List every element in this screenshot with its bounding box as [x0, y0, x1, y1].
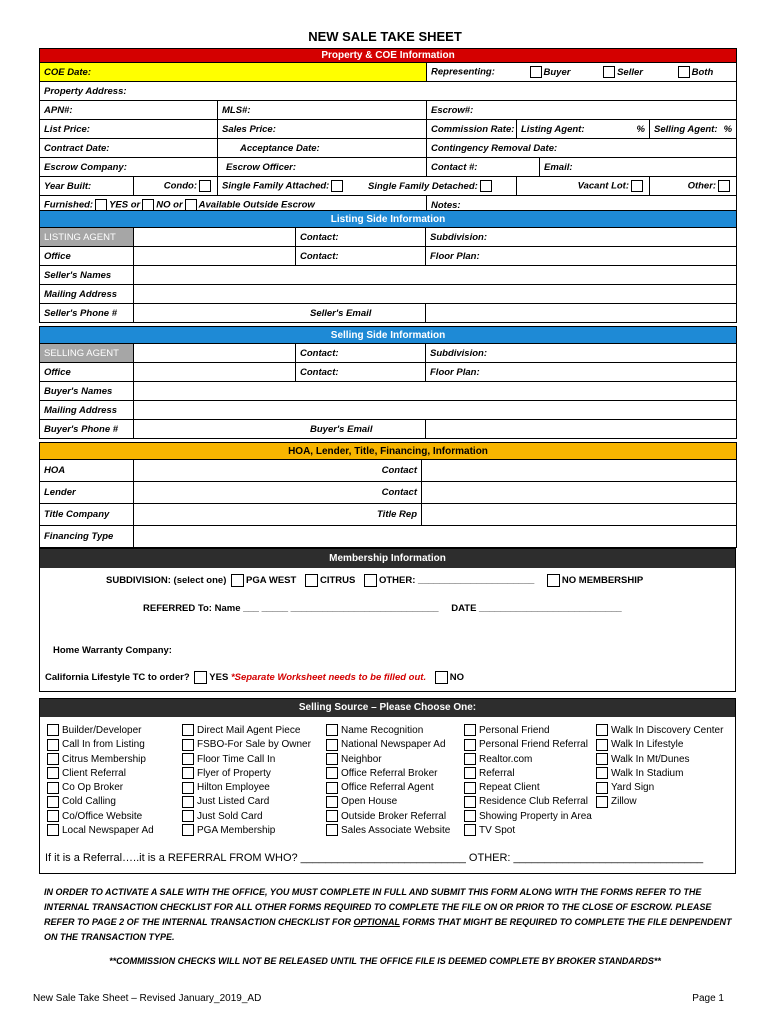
source-label: Local Newspaper Ad: [62, 825, 154, 837]
source-option[interactable]: [596, 795, 723, 809]
buyer-mailing-field[interactable]: [134, 401, 737, 420]
selling-pct-sign: %: [723, 123, 733, 135]
source-option[interactable]: [47, 767, 154, 781]
checkbox[interactable]: [47, 753, 59, 765]
contract-date-field[interactable]: Contract Date:: [40, 139, 218, 158]
apn-field[interactable]: APN#:: [40, 101, 218, 120]
source-label: Office Referral Agent: [341, 782, 434, 794]
mls-field[interactable]: MLS#:: [218, 101, 427, 120]
both-label: Both: [691, 66, 714, 78]
source-option[interactable]: [182, 753, 311, 767]
source-label: Just Sold Card: [197, 810, 263, 822]
source-label: FSBO-For Sale by Owner: [197, 739, 311, 751]
representing-label: Representing:: [431, 66, 495, 78]
selling-agent-commission-label: Selling Agent:: [654, 123, 718, 135]
source-option[interactable]: [47, 810, 154, 824]
pga-west-checkbox[interactable]: [231, 574, 244, 587]
source-label: Client Referral: [62, 767, 126, 779]
coe-date-label[interactable]: COE Date:: [40, 63, 427, 82]
checkbox[interactable]: [182, 739, 194, 751]
source-option[interactable]: [326, 795, 450, 809]
source-label: Name Recognition: [341, 725, 424, 736]
financing-type-label: Financing Type: [40, 526, 134, 548]
buyer-label: Buyer: [543, 66, 571, 78]
notice-part-2: FORMS THAT MIGHT BE REQUIRED TO COMPLETE THE FILE DENPENDENT ON THE TRANSACTION TYPE.: [44, 917, 732, 942]
available-outside-escrow-label: Available Outside Escrow: [198, 199, 315, 211]
checkbox[interactable]: [464, 782, 476, 794]
referral-from-field[interactable]: If it is a Referral…..it is a REFERRAL FROM WHO? ___________________________ OTHER: _______________________________: [45, 852, 704, 864]
checkbox[interactable]: [182, 796, 194, 808]
source-label: Open House: [341, 796, 398, 808]
checkbox[interactable]: [464, 824, 476, 836]
referred-row: [143, 603, 622, 614]
footer-page-number: Page 1: [692, 993, 724, 1004]
selling-subdivision-field[interactable]: Subdivision:: [426, 344, 737, 363]
source-col-5: [596, 724, 723, 810]
source-label: Showing Property in Area: [479, 810, 592, 822]
source-label: Co/Office Website: [62, 810, 143, 822]
checkbox[interactable]: [47, 739, 59, 751]
no-membership-label: NO MEMBERSHIP: [561, 575, 644, 587]
source-label: Walk In Discovery Center: [611, 725, 724, 736]
hoa-contact-field[interactable]: [422, 460, 737, 482]
source-option[interactable]: [326, 824, 450, 838]
source-option[interactable]: [326, 781, 450, 795]
condo-cell: [134, 177, 218, 196]
source-option[interactable]: [464, 753, 592, 767]
source-option[interactable]: [182, 767, 311, 781]
sellers-names-field[interactable]: [134, 266, 737, 285]
property-address-field[interactable]: Property Address:: [40, 82, 737, 101]
source-option[interactable]: [464, 795, 592, 809]
source-label: TV Spot: [479, 825, 516, 837]
checkbox[interactable]: [464, 796, 476, 808]
checkbox[interactable]: [464, 724, 476, 736]
no-membership-checkbox[interactable]: [547, 574, 560, 587]
sfa-checkbox[interactable]: [331, 180, 343, 192]
selling-office-contact-field[interactable]: Contact:: [296, 363, 426, 382]
hoa-table: [39, 442, 737, 548]
sfd-label: Single Family Detached:: [367, 180, 478, 192]
source-label: Just Listed Card: [197, 796, 270, 808]
selling-agent-label: SELLING AGENT: [40, 344, 134, 363]
title-company-field[interactable]: [134, 504, 422, 526]
source-label: Residence Club Referral: [479, 796, 588, 808]
source-label: Citrus Membership: [62, 753, 146, 765]
notes-field[interactable]: Notes:: [427, 196, 737, 215]
source-option[interactable]: [326, 724, 450, 738]
sales-price-field[interactable]: Sales Price:: [218, 120, 427, 139]
checkbox[interactable]: [596, 753, 608, 765]
source-label: Outside Broker Referral: [341, 810, 447, 822]
checkbox[interactable]: [326, 796, 338, 808]
ca-lifestyle-no-label: NO: [449, 672, 464, 684]
checkbox[interactable]: [182, 810, 194, 822]
buyer-phone-label: Buyer's Phone #: [40, 420, 134, 439]
list-price-field[interactable]: List Price:: [40, 120, 218, 139]
listing-side-header: Listing Side Information: [40, 211, 737, 228]
referred-to-field[interactable]: REFERRED To: Name ___ _____ ____________________________: [143, 603, 439, 614]
membership-header: Membership Information: [40, 549, 735, 568]
subdivision-row: [106, 574, 643, 587]
property-coe-header: Property & COE Information: [40, 49, 737, 63]
hoa-header: HOA, Lender, Title, Financing, Information: [40, 443, 737, 460]
checkbox[interactable]: [47, 724, 59, 736]
checkbox[interactable]: [464, 810, 476, 822]
hoa-field[interactable]: [134, 460, 422, 482]
checkbox[interactable]: [182, 782, 194, 794]
source-col-3: [326, 724, 450, 838]
source-option[interactable]: [47, 724, 154, 738]
escrow-officer-field[interactable]: Escrow Officer:: [218, 158, 427, 177]
vacant-lot-label: Vacant Lot:: [577, 180, 629, 192]
representing-cell: [427, 63, 737, 82]
listing-agent-label: LISTING AGENT: [40, 228, 134, 247]
ca-lifestyle-yes-label: YES: [209, 672, 229, 684]
property-coe-table: [39, 48, 737, 215]
notice-optional: OPTIONAL: [353, 917, 400, 927]
source-option[interactable]: [596, 767, 723, 781]
seller-mailing-field[interactable]: [134, 285, 737, 304]
source-label: Flyer of Property: [197, 767, 271, 779]
source-option[interactable]: [47, 824, 154, 838]
source-option[interactable]: [47, 795, 154, 809]
selling-office-label: Office: [40, 363, 134, 382]
contingency-removal-date-field[interactable]: Contingency Removal Date:: [427, 139, 737, 158]
source-label: Personal Friend Referral: [479, 739, 588, 751]
checkbox[interactable]: [596, 767, 608, 779]
checkbox[interactable]: [596, 739, 608, 751]
checkbox[interactable]: [47, 796, 59, 808]
ca-lifestyle-yes-checkbox[interactable]: [194, 671, 207, 684]
checkbox[interactable]: [464, 739, 476, 751]
listing-office-label: Office: [40, 247, 134, 266]
source-option[interactable]: [596, 753, 723, 767]
source-label: Floor Time Call In: [197, 753, 276, 765]
source-label: Zillow: [611, 796, 637, 808]
selling-contact-field[interactable]: Contact:: [296, 344, 426, 363]
condo-checkbox[interactable]: [199, 180, 211, 192]
source-label: Referral: [479, 767, 515, 779]
source-label: Co Op Broker: [62, 782, 124, 794]
listing-agent-commission-label: Listing Agent:: [521, 123, 585, 135]
ca-lifestyle-no-checkbox[interactable]: [435, 671, 448, 684]
checkbox[interactable]: [47, 810, 59, 822]
checkbox[interactable]: [464, 753, 476, 765]
source-option[interactable]: [596, 781, 723, 795]
source-label: PGA Membership: [197, 825, 276, 837]
title-company-label: Title Company: [40, 504, 134, 526]
source-label: Builder/Developer: [62, 725, 142, 736]
checkbox[interactable]: [326, 767, 338, 779]
other-membership-checkbox[interactable]: [364, 574, 377, 587]
listing-agent-field[interactable]: [134, 228, 296, 247]
listing-subdivision-field[interactable]: Subdivision:: [426, 228, 737, 247]
listing-office-field[interactable]: [134, 247, 296, 266]
buyer-email-label: Buyer's Email: [310, 423, 373, 435]
source-col-2: [182, 724, 311, 838]
seller-phone-field[interactable]: [134, 304, 426, 323]
vacant-lot-checkbox[interactable]: [631, 180, 643, 192]
listing-side-table: [39, 210, 737, 323]
source-option[interactable]: [326, 810, 450, 824]
source-option[interactable]: [182, 810, 311, 824]
source-label: Hilton Employee: [197, 782, 270, 794]
source-label: Neighbor: [341, 753, 382, 765]
source-option[interactable]: [464, 724, 592, 738]
source-option[interactable]: [596, 724, 723, 738]
sellers-names-label: Seller's Names: [40, 266, 134, 285]
selling-floor-plan-field[interactable]: Floor Plan:: [426, 363, 737, 382]
checkbox[interactable]: [326, 739, 338, 751]
selling-source-header: Selling Source – Please Choose One:: [40, 699, 735, 717]
lender-contact-field[interactable]: [422, 482, 737, 504]
seller-label: Seller: [617, 66, 643, 78]
checkbox[interactable]: [326, 782, 338, 794]
checkbox[interactable]: [596, 796, 608, 808]
source-label: Office Referral Broker: [341, 767, 438, 779]
source-option[interactable]: [326, 767, 450, 781]
checkbox[interactable]: [464, 767, 476, 779]
source-label: National Newspaper Ad: [341, 739, 446, 751]
source-col-1: [47, 724, 154, 838]
lender-field[interactable]: [134, 482, 422, 504]
lender-label: Lender: [40, 482, 134, 504]
both-checkbox[interactable]: [678, 66, 690, 78]
source-option[interactable]: [464, 810, 592, 824]
escrow-number-field[interactable]: Escrow#:: [427, 101, 737, 120]
source-option[interactable]: [326, 738, 450, 752]
source-option[interactable]: [182, 824, 311, 838]
condo-label: Condo:: [163, 180, 197, 192]
separate-worksheet-note: *Separate Worksheet needs to be filled out.: [230, 672, 427, 684]
source-option[interactable]: [47, 781, 154, 795]
source-label: Direct Mail Agent Piece: [197, 725, 301, 736]
source-label: Personal Friend: [479, 725, 550, 736]
activation-notice: [44, 885, 734, 945]
source-option[interactable]: [182, 795, 311, 809]
source-option[interactable]: [464, 738, 592, 752]
pga-west-label: PGA WEST: [246, 575, 297, 587]
page-title: NEW SALE TAKE SHEET: [308, 29, 462, 44]
home-warranty-label[interactable]: Home Warranty Company:: [53, 645, 172, 656]
lender-contact-label: Contact: [381, 487, 417, 498]
buyers-names-field[interactable]: [134, 382, 737, 401]
seller-checkbox[interactable]: [603, 66, 615, 78]
source-label: Walk In Stadium: [611, 767, 684, 779]
furnished-no-label: NO or: [156, 199, 183, 211]
source-label: Call In from Listing: [62, 739, 145, 751]
subdivision-label: SUBDIVISION: (select one): [106, 575, 227, 587]
hoa-label: HOA: [40, 460, 134, 482]
source-option[interactable]: [182, 724, 311, 738]
source-label: Realtor.com: [479, 753, 533, 765]
buyers-names-label: Buyer's Names: [40, 382, 134, 401]
source-option[interactable]: [182, 738, 311, 752]
referred-date-field[interactable]: DATE ___________________________: [451, 603, 622, 614]
source-option[interactable]: [47, 753, 154, 767]
source-label: Sales Associate Website: [341, 825, 451, 837]
checkbox[interactable]: [326, 824, 338, 836]
acceptance-date-field[interactable]: Acceptance Date:: [218, 139, 427, 158]
source-option[interactable]: [47, 738, 154, 752]
source-label: Cold Calling: [62, 796, 116, 808]
selling-agent-field[interactable]: [134, 344, 296, 363]
checkbox[interactable]: [326, 724, 338, 736]
seller-mailing-label: Mailing Address: [40, 285, 134, 304]
source-option[interactable]: [596, 738, 723, 752]
checkbox[interactable]: [596, 782, 608, 794]
source-label: Yard Sign: [611, 782, 655, 794]
checkbox[interactable]: [182, 767, 194, 779]
year-built-field[interactable]: Year Built:: [40, 177, 134, 196]
contact-number-field[interactable]: Contact #:: [427, 158, 540, 177]
buyer-email-field[interactable]: [426, 420, 737, 439]
other-type-label: Other:: [687, 180, 717, 192]
checkbox[interactable]: [326, 810, 338, 822]
source-label: Walk In Mt/Dunes: [611, 753, 690, 765]
selling-agent-commission-field[interactable]: [650, 120, 737, 139]
other-type-cell: [650, 177, 737, 196]
checkbox[interactable]: [596, 724, 608, 736]
citrus-label: CITRUS: [319, 575, 356, 587]
ca-lifestyle-row: [45, 671, 464, 684]
source-option[interactable]: [464, 824, 592, 838]
listing-contact-field[interactable]: Contact:: [296, 228, 426, 247]
buyer-mailing-label: Mailing Address: [40, 401, 134, 420]
source-label: Walk In Lifestyle: [611, 739, 684, 751]
selling-side-table: [39, 326, 737, 439]
checkbox[interactable]: [326, 753, 338, 765]
checkbox[interactable]: [182, 824, 194, 836]
sfa-label: Single Family Attached:: [222, 180, 330, 192]
furnished-yes-label: YES or: [109, 199, 141, 211]
other-membership-field[interactable]: OTHER: ______________________: [378, 575, 535, 587]
source-option[interactable]: [182, 781, 311, 795]
ca-lifestyle-label: California Lifestyle TC to order?: [45, 672, 190, 684]
source-option[interactable]: [464, 767, 592, 781]
checkbox[interactable]: [182, 724, 194, 736]
property-type-cell: [218, 177, 517, 196]
checkbox[interactable]: [47, 767, 59, 779]
listing-pct-sign: %: [636, 123, 645, 135]
title-rep-field[interactable]: [422, 504, 737, 526]
checkbox[interactable]: [47, 782, 59, 794]
selling-side-header: Selling Side Information: [40, 327, 737, 344]
selling-office-field[interactable]: [134, 363, 296, 382]
seller-phone-label: Seller's Phone #: [40, 304, 134, 323]
hoa-contact-label: Contact: [381, 465, 417, 476]
footer-revision: New Sale Take Sheet – Revised January_2019_AD: [33, 993, 262, 1004]
commission-notice: **COMMISSION CHECKS WILL NOT BE RELEASED UNTIL THE OFFICE FILE IS DEEMED COMPLETE BY BROKER STANDARDS**: [109, 956, 661, 966]
listing-office-contact-field[interactable]: Contact:: [296, 247, 426, 266]
sfd-checkbox[interactable]: [480, 180, 492, 192]
checkbox[interactable]: [182, 753, 194, 765]
commission-rate-label: Commission Rate:: [427, 120, 517, 139]
listing-floor-plan-field[interactable]: Floor Plan:: [426, 247, 737, 266]
source-option[interactable]: [464, 781, 592, 795]
other-type-checkbox[interactable]: [718, 180, 730, 192]
membership-section: [39, 548, 736, 692]
seller-email-field[interactable]: [426, 304, 737, 323]
buyer-checkbox[interactable]: [530, 66, 542, 78]
source-col-4: [464, 724, 592, 838]
email-field[interactable]: Email:: [540, 158, 737, 177]
source-option[interactable]: [326, 753, 450, 767]
furnished-label: Furnished:: [44, 199, 94, 211]
financing-type-field[interactable]: [134, 526, 737, 548]
buyer-phone-field[interactable]: [134, 420, 426, 439]
checkbox[interactable]: [47, 824, 59, 836]
citrus-checkbox[interactable]: [305, 574, 318, 587]
notice-part-1: IN ORDER TO ACTIVATE A SALE WITH THE OFFICE, YOU MUST COMPLETE IN FULL AND SUBMIT THIS FORM ALONG WITH THE FORMS REFER TO THE INTERNAL TRANSACTION CHECKLIST FOR ALL OTHER FORMS REQUIRED TO COMPLETE THE FILE ON OR PRIOR TO THE CLOSE OF ESCROW. PLEASE REFER TO PAGE 2 OF THE INTERNAL TRANSACTION CHECKLIST FOR: [44, 887, 712, 927]
seller-email-label: Seller's Email: [310, 307, 372, 319]
source-label: Repeat Client: [479, 782, 540, 794]
listing-agent-commission-field[interactable]: [517, 120, 650, 139]
title-rep-label: Title Rep: [377, 509, 417, 520]
selling-source-section: [39, 698, 736, 874]
escrow-company-field[interactable]: Escrow Company:: [40, 158, 218, 177]
vacant-lot-cell: [517, 177, 650, 196]
